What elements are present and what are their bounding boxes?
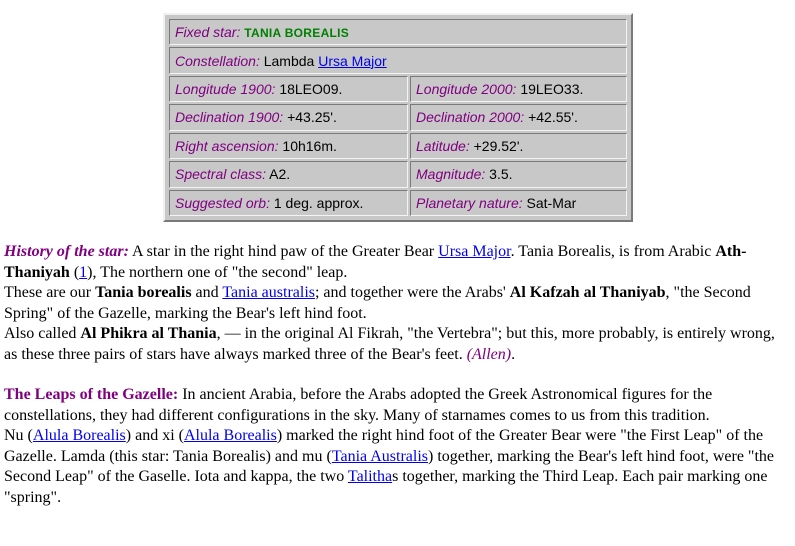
cell-planetary-nature [410,190,627,216]
row-longitude [169,76,627,102]
history-text-2: . Tania Borealis, is from Arabic [510,243,716,260]
history-p3-text-3: . [511,345,516,363]
cell-fixed-star [169,19,627,45]
longitude-1900-label: Longitude 1900: [175,81,276,98]
declination-1900-value: +43.25'. [287,109,337,126]
constellation-link[interactable]: Ursa Major [318,52,387,69]
longitude-1900-value: 18LEO09. [279,81,343,98]
history-text-3: ( [69,263,80,281]
tania-australis-link[interactable]: Tania australis [222,284,315,301]
leaps-p2-text-2: ) and xi ( [125,427,184,444]
leaps-paragraph-2 [4,426,788,508]
star-info-card [163,13,633,222]
tania-borealis-bold: Tania borealis [95,284,192,301]
cell-longitude-2000 [410,76,627,102]
latitude-value: +29.52'. [473,137,524,154]
declination-1900-label: Declination 1900: [175,109,284,126]
cell-right-ascension [169,133,408,159]
cell-latitude [410,133,627,159]
row-ascension [169,133,627,159]
history-p2-text-3: ; and together were the Arabs' [314,284,510,301]
history-heading: History of the star: [4,243,129,260]
ursa-major-link[interactable]: Ursa Major [438,243,511,260]
longitude-2000-value: 19LEO33. [520,81,584,98]
leaps-p2-text-3: ) marked the right hind foot of the Greater Bear were "the First Leap" of the Gazelle. Lamda (this star: Tania Borealis) and mu ( [4,427,764,465]
cell-spectral-class [169,161,408,187]
leaps-paragraph-1 [4,385,788,426]
history-p2-text-4: , "the Second Spring" of the Gazelle, marking the Bear's left hind foot. [4,284,751,322]
alula-borealis-link-1[interactable]: Alula Borealis [32,427,126,444]
spectral-class-label: Spectral class: [175,166,267,183]
cell-constellation [169,47,627,73]
cell-magnitude [410,161,627,187]
history-paragraph-3 [4,324,788,365]
cell-declination-1900 [169,104,408,130]
paragraph-gap [4,365,788,385]
leaps-text-1: In ancient Arabia, before the Arabs adopted the Greek Astronomical figures for the constellations, they had different configurations in the sky. Many of starnames comes to us from this tradition. [4,386,713,424]
history-paragraph-1 [4,242,788,283]
latitude-label: Latitude: [416,137,470,154]
magnitude-value: 3.5. [489,166,513,183]
right-ascension-label: Right ascension: [175,137,279,154]
cell-longitude-1900 [169,76,408,102]
leaps-p2-text-4: ) together, marking the Bear's left hind foot, were "the Second Leap" of the Gaselle. Iota and kappa, the two [4,447,775,485]
constellation-label: Constellation: [175,52,260,69]
fixed-star-label: Fixed star: [175,24,241,41]
history-p3-text-2: , — in the original Al Fikrah, "the Vertebra"; but this, more probably, is entirely wrong, as these three pairs of stars have always marked three of the Bear's feet. [4,325,775,363]
tania-australis-link-2[interactable]: Tania Australis [331,447,429,465]
al-kafzah-bold: Al Kafzah al Thaniyab [509,284,666,301]
al-phikra-bold: Al Phikra al Thania [80,325,217,342]
history-text-1: A star in the right hind paw of the Greater Bear [128,243,439,260]
ath-thaniyah-bold: Ath-Thaniyah [4,243,747,281]
row-declination [169,104,627,130]
suggested-orb-label: Suggested orb: [175,194,270,211]
cell-suggested-orb [169,190,408,216]
declination-2000-value: +42.55'. [528,109,578,126]
row-orb [169,190,627,216]
history-p2-text-2: and [191,284,223,301]
row-constellation [169,47,627,73]
spectral-class-value: A2. [269,166,291,183]
declination-2000-label: Declination 2000: [416,109,525,126]
article-body [4,242,788,508]
history-text-4: ), The northern one of "the second" leap. [87,263,348,281]
alula-borealis-link-2[interactable]: Alula Borealis [183,427,277,444]
history-paragraph-2 [4,283,788,324]
longitude-2000-label: Longitude 2000: [416,81,517,98]
constellation-prefix: Lambda [263,52,315,69]
right-ascension-value: 10h16m. [282,137,337,154]
leaps-heading: The Leaps of the Gazelle: [4,386,179,403]
leaps-p2-text-5: s together, marking the Third Leap. Each pair marking one "spring". [4,468,768,506]
history-p3-text-1: Also called [4,325,81,342]
history-p2-text-1: These are our [4,284,96,301]
row-fixed-star [169,19,627,45]
footnote-1-link[interactable]: 1 [79,263,88,281]
talitha-link[interactable]: Talitha [347,468,393,485]
allen-source: (Allen) [466,345,512,363]
leaps-p2-text-1: Nu ( [4,427,33,444]
cell-declination-2000 [410,104,627,130]
star-info-table [167,17,629,218]
suggested-orb-value: 1 deg. approx. [273,194,364,211]
planetary-nature-label: Planetary nature: [416,194,523,211]
planetary-nature-value: Sat-Mar [526,194,577,211]
row-spectral [169,161,627,187]
fixed-star-value: TANIA BOREALIS [244,26,350,41]
magnitude-label: Magnitude: [416,166,486,183]
